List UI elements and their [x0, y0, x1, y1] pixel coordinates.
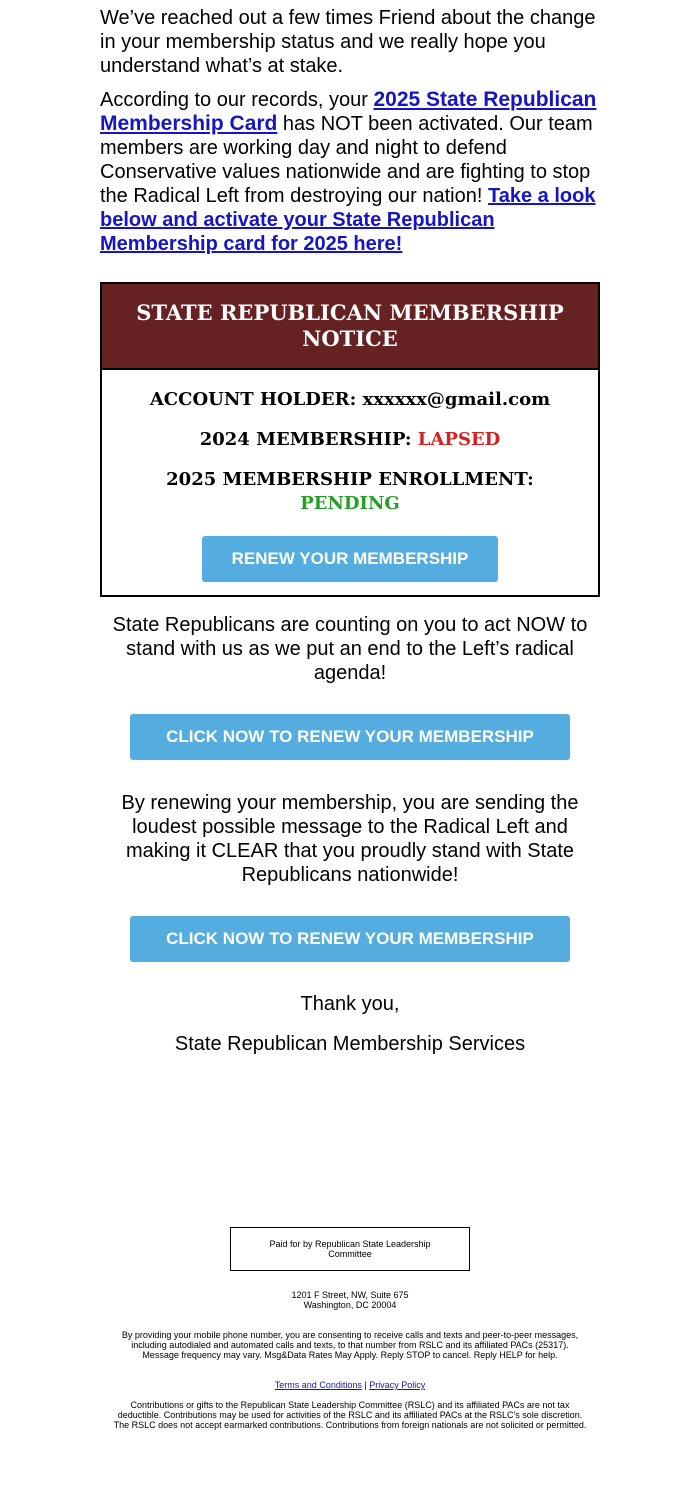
renewing-message-text: By renewing your membership, you are sending the loudest possible message to the Radical Left and making it CLEAR that you proudly stand with State Republicans nationwide! — [121, 792, 579, 886]
membership-2024-status: LAPSED — [417, 429, 501, 450]
account-holder-label: ACCOUNT HOLDER: — [149, 389, 363, 410]
privacy-link[interactable]: Privacy Policy — [369, 1380, 426, 1390]
paid-for-text: Paid for by Republican State Leadership Committee — [269, 1239, 431, 1259]
activate-card-link[interactable]: Take a look below and activate your State Republican Membership card for 2025 here! — [100, 185, 596, 255]
address-block — [100, 1290, 600, 1310]
thank-you-text: Thank you, — [300, 993, 400, 1015]
click-now-renew-button-2[interactable]: CLICK NOW TO RENEW YOUR MEMBERSHIP — [130, 916, 570, 962]
terms-link[interactable]: Terms and Conditions — [274, 1380, 362, 1390]
notice-title: STATE REPUBLICAN MEMBERSHIP NOTICE — [136, 300, 564, 351]
paid-for-box — [230, 1227, 470, 1271]
account-holder-email: xxxxxx@gmail.com — [362, 389, 551, 410]
membership-card-link[interactable]: 2025 State Republican Membership Card — [100, 88, 597, 135]
sms-consent-text: By providing your mobile phone number, you are consenting to receive calls and texts and peer-to-peer messages, including autodialed and automated calls and texts, to that number from RSLC and its affiliated PACs (25317). Message frequency may vary. Msg&Data Rates May Apply. Reply STOP to cancel. Reply HELP for help. — [121, 1330, 579, 1360]
membership-notice-box — [100, 282, 600, 597]
contributions-disclaimer: Contributions or gifts to the Republican State Leadership Committee (RSLC) and its affiliated PACs are not tax deductible. Contributions may be used for activities of the RSLC and its affiliated PACs at the RSLC's sole discretion. The RSLC does not accept earmarked contributions. Contributions from foreign nationals are not solicited or permitted. — [113, 1400, 587, 1430]
signature-text: State Republican Membership Services — [174, 1033, 526, 1055]
footer-link-separator: | — [361, 1380, 370, 1390]
footer-links — [100, 1380, 600, 1390]
enrollment-2025-status: PENDING — [300, 493, 400, 514]
address-line-2: Washington, DC 20004 — [303, 1300, 397, 1310]
account-holder-line — [102, 388, 598, 412]
notice-header — [102, 284, 598, 370]
click-now-renew-button-1[interactable]: CLICK NOW TO RENEW YOUR MEMBERSHIP — [130, 714, 570, 760]
enrollment-2025-label: 2025 MEMBERSHIP ENROLLMENT: — [166, 469, 534, 490]
intro-text-middle: has NOT been activated. Our team members are working day and night to defend Conservative values nationwide and are fighting to stop the Radical Left from destroying our nation! — [100, 113, 593, 207]
address-line-1: 1201 F Street, NW, Suite 675 — [291, 1290, 409, 1300]
counting-on-you-text: State Republicans are counting on you to act NOW to stand with us as we put an end to the Left’s radical agenda! — [112, 614, 588, 684]
intro-paragraph-2 — [100, 88, 600, 256]
membership-2024-label: 2024 MEMBERSHIP: — [199, 429, 418, 450]
intro-paragraph-1: We’ve reached out a few times Friend about the change in your membership status and we really hope you understand what’s at stake. — [100, 7, 596, 77]
intro-text-before: According to our records, your — [100, 89, 374, 111]
membership-2024-line — [102, 428, 598, 452]
renew-membership-button[interactable]: RENEW YOUR MEMBERSHIP — [202, 536, 498, 582]
